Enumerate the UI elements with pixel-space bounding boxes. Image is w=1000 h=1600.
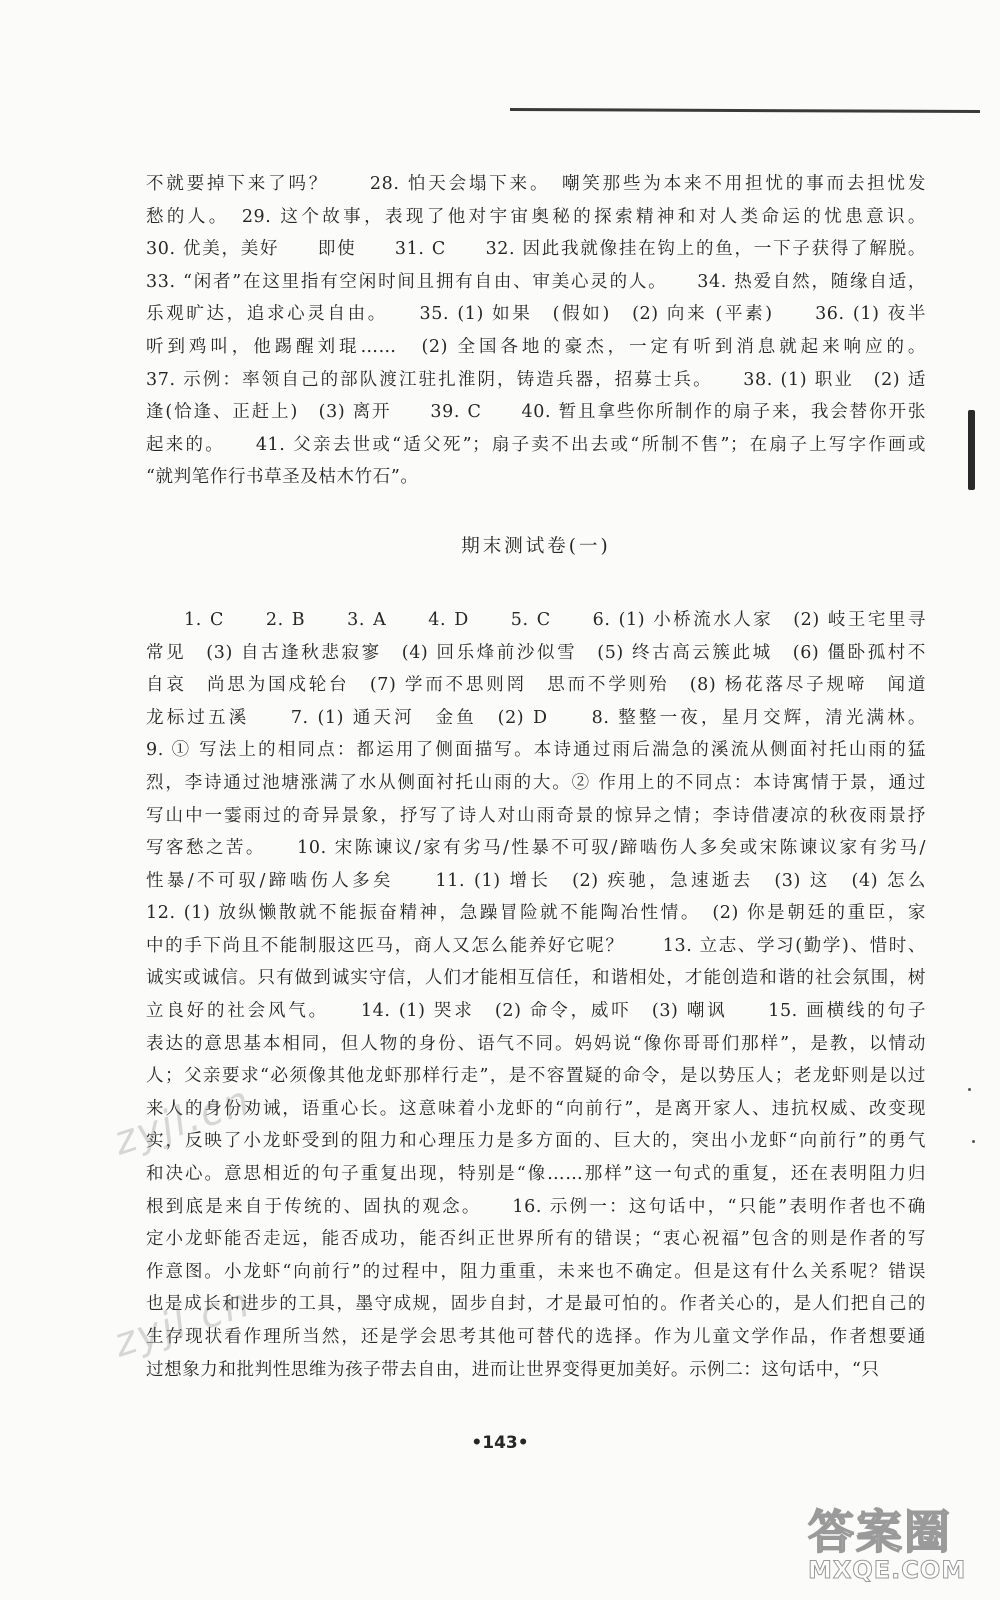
text-line: 和决心。意思相近的句子重复出现，特别是“像……那样”这一句式的重复，还在表明阻力归: [146, 1164, 926, 1185]
text-line: 写山中一霎雨过的奇异景象，抒写了诗人对山雨奇景的惊异之情；李诗借凄凉的秋夜雨景抒: [146, 805, 926, 826]
text-line: 30. 优美，美好 即使 31. C 32. 因此我就像挂在钩上的鱼，一下子获得了解脱。: [146, 239, 926, 260]
text-line: 自哀 尚思为国戍轮台 (7) 学而不思则罔 思而不学则殆 (8) 杨花落尽子规啼 闻道: [146, 675, 926, 696]
page-number: •143•: [471, 1433, 529, 1453]
text-line: 逢(恰逢、正赶上) (3) 离开 39. C 40. 暂且拿些你所制作的扇子来，我会替你开张: [146, 402, 926, 423]
answers-section-final-exam: [146, 604, 926, 1386]
text-line: 乐观旷达，追求心灵自由。 35. (1) 如果 (假如) (2) 向来 (平素) 36. (1) 夜半: [146, 304, 926, 325]
text-line: 立良好的社会风气。 14. (1) 哭求 (2) 命令，威吓 (3) 嘲讽 15. 画横线的句子: [146, 1001, 926, 1022]
text-line: 愁的人。 29. 这个故事，表现了他对宇宙奥秘的探索精神和对人类命运的忧患意识。: [146, 206, 926, 227]
text-line: 也是成长和进步的工具，墨守成规，固步自封，才是最可怕的。作者关心的，是人们把自己的: [146, 1294, 926, 1315]
text-line: 生存现状看作理所当然，还是学会思考其他可替代的选择。作为儿童文学作品，作者想要通: [146, 1327, 926, 1347]
answers-section-previous: [146, 168, 926, 494]
text-line: 根到底是来自于传统的、固执的观念。 16. 示例一：这句话中，“只能”表明作者也不确: [146, 1196, 926, 1217]
text-line: 写客愁之苦。 10. 宋陈谏议/家有劣马/性暴不可驭/蹄啮伤人多矣或宋陈谏议家有劣马/: [146, 838, 926, 859]
text-line: 听到鸡叫，他踢醒刘琨…… (2) 全国各地的豪杰，一定有听到消息就起来响应的。: [146, 336, 926, 357]
text-line: 表达的意思基本相同，但人物的身份、语气不同。妈妈说“像你哥哥们那样”，是教，以情动: [146, 1033, 926, 1054]
text-line: 性暴/不可驭/蹄啮伤人多矣 11. (1) 增长 (2) 疾驰，急速逝去 (3) 这 (4) 怎么: [146, 870, 926, 891]
scan-speck: [972, 1140, 975, 1143]
text-line: 中的手下尚且不能制服这匹马，商人又怎么能养好它呢？ 13. 立志、学习(勤学)、惜时、: [146, 935, 926, 956]
text-line: 37. 示例：率领自己的部队渡江驻扎淮阴，铸造兵器，招募士兵。 38. (1) 职业 (2) 适: [146, 369, 926, 390]
text-line: 人；父亲要求“必须像其他龙虾那样行走”，是不容置疑的命令，是以势压人；老龙虾则是以过: [146, 1066, 926, 1087]
watermark-logo: [808, 1505, 978, 1594]
text-line: 实，反映了小龙虾受到的阻力和心理压力是多方面的、巨大的，突出小龙虾“向前行”的勇气: [146, 1131, 926, 1152]
text-line: 9. ① 写法上的相同点：都运用了侧面描写。本诗通过雨后湍急的溪流从侧面衬托山雨的猛: [146, 740, 926, 761]
text-line: 12. (1) 放纵懒散就不能振奋精神，急躁冒险就不能陶冶性情。 (2) 你是朝廷的重臣，家: [146, 903, 926, 924]
text-line: 过想象力和批判性思维为孩子带去自由，进而让世界变得更加美好。示例二：这句话中，“只: [146, 1359, 880, 1380]
text-line: 定小龙虾能否走远，能否成功，能否纠正世界所有的错误；“衷心祝福”包含的则是作者的写: [146, 1229, 926, 1250]
text-line: 不就要掉下来了吗？ 28. 怕天会塌下来。 嘲笑那些为本来不用担忧的事而去担忧发: [146, 174, 926, 194]
section-title: 期末测试卷(一): [461, 535, 611, 557]
text-line: 作意图。小龙虾“向前行”的过程中，阻力重重，未来也不确定。但是这有什么关系呢？错误: [146, 1261, 926, 1282]
watermark-text: zyjl.cn: [108, 1077, 257, 1165]
text-line: 龙标过五溪 7. (1) 通天河 金鱼 (2) D 8. 整整一夜，星月交辉，清光满林。: [146, 707, 926, 728]
top-rule-line: [510, 108, 980, 113]
scan-edge-mark: [968, 410, 975, 490]
scan-speck: [968, 1088, 971, 1091]
text-line: 起来的。 41. 父亲去世或“适父死”；扇子卖不出去或“所制不售”；在扇子上写字作画或: [146, 434, 926, 455]
watermark-logo-text: 答案圈: [808, 1505, 952, 1559]
text-line: 烈，李诗通过池塘涨满了水从侧面衬托山雨的大。② 作用上的不同点：本诗寓情于景，通过: [146, 772, 926, 793]
text-line: “就判笔作行书草圣及枯木竹石”。: [146, 467, 419, 488]
text-line: 常见 (3) 自古逢秋悲寂寥 (4) 回乐烽前沙似雪 (5) 终古高云簇此城 (6) 僵卧孤村不: [146, 642, 926, 663]
text-line: 33. “闲者”在这里指有空闲时间且拥有自由、审美心灵的人。 34. 热爱自然，随缘自适，: [146, 271, 926, 292]
watermark-text: zyjl.cn: [108, 1279, 257, 1367]
text-line: 诚实或诚信。只有做到诚实守信，人们才能相互信任，和谐相处，才能创造和谐的社会氛围，树: [146, 968, 926, 989]
text-line: 来人的身份劝诫，语重心长。这意味着小龙虾的“向前行”，是离开家人、违抗权威、改变现: [146, 1098, 926, 1119]
watermark-logo-url: MXQE.COM: [808, 1556, 967, 1584]
text-line: 1. C 2. B 3. A 4. D 5. C 6. (1) 小桥流水人家 (2) 岐王宅里寻: [184, 609, 926, 630]
answer-page: [146, 168, 926, 1386]
